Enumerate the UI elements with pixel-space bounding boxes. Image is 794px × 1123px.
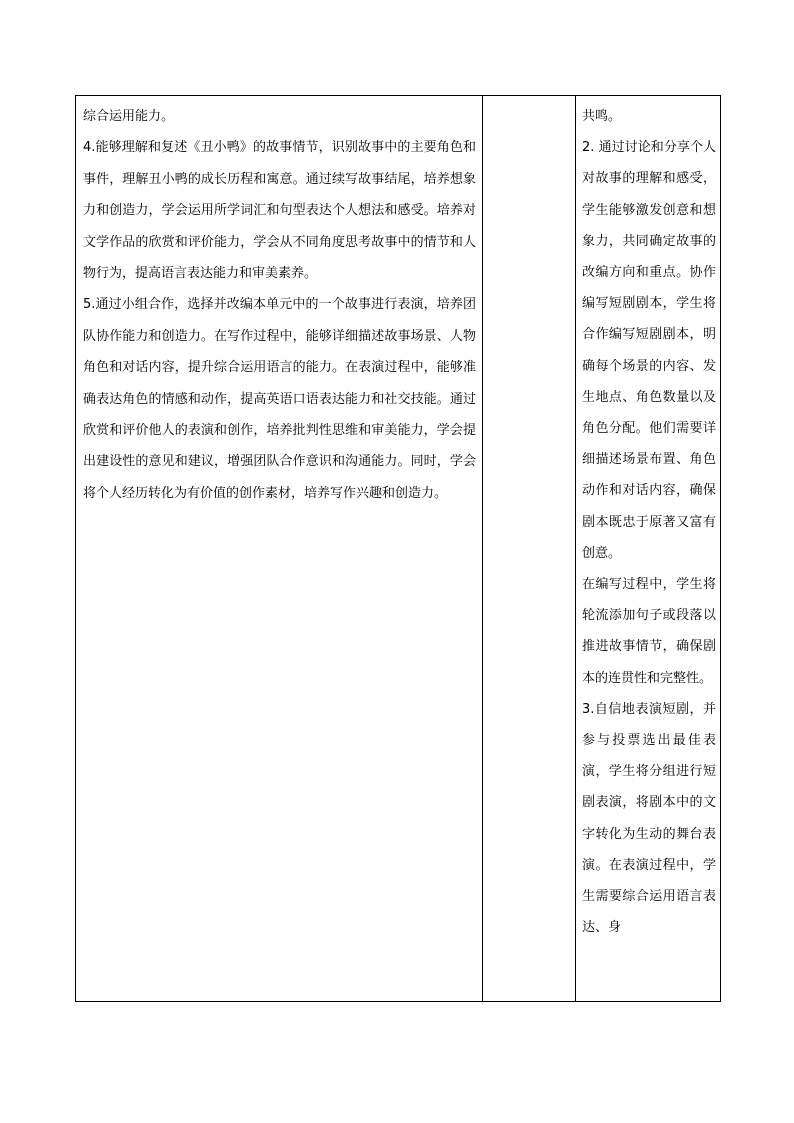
paragraph: 3.自信地表演短剧，并参与投票选出最佳表演，学生将分组进行短剧表演，将剧本中的文字转化为生动的舞台表演。在表演过程中，学生需要综合运用语言表达、身: [582, 701, 716, 936]
objectives-cell: [76, 96, 483, 1002]
activities-text: [576, 96, 720, 943]
paragraph: 2. 通过讨论和分享个人对故事的理解和感受，学生能够激发创意和想象力，共同确定故事的改编方向和重点。协作编写短剧剧本，学生将合作编写短剧剧本，明确每个场景的内容、发生地点、角色数量以及角色分配。他们需要详细描述场景布置、角色动作和对话内容，确保剧本既忠于原著又富有创意。: [582, 140, 716, 561]
table-row: [76, 96, 721, 1002]
empty-middle-cell: [483, 96, 576, 1002]
activities-cell: [576, 96, 721, 1002]
paragraph: 4.能够理解和复述《丑小鸭》的故事情节，识别故事中的主要角色和事件，理解丑小鸭的成长历程和寓意。通过续写故事结尾，培养想象力和创造力，学会运用所学词汇和句型表达个人想法和感受。培养对文学作品的欣赏和评价能力，学会从不同角度思考故事中的情节和人物行为，提高语言表达能力和审美素养。: [83, 140, 476, 282]
paragraph: 5.通过小组合作，选择并改编本单元中的一个故事进行表演，培养团队协作能力和创造力。在写作过程中，能够详细描述故事场景、人物角色和对话内容，提升综合运用语言的能力。在表演过程中，能够准确表达角色的情感和动作，提高英语口语表达能力和社交技能。通过欣赏和评价他人的表演和创作，培养批判性思维和审美能力，学会提出建设性的意见和建议，增强团队合作意识和沟通能力。同时，学会将个人经历转化为有价值的创作素材，培养写作兴趣和创造力。: [83, 297, 476, 501]
paragraph: 在编写过程中，学生将轮流添加句子或段落以推进故事情节，确保剧本的连贯性和完整性。: [582, 577, 716, 686]
paragraph: 共鸣。: [582, 109, 622, 124]
lesson-plan-table: [75, 95, 721, 1002]
objectives-text: [76, 96, 482, 509]
paragraph: 综合运用能力。: [83, 109, 175, 124]
